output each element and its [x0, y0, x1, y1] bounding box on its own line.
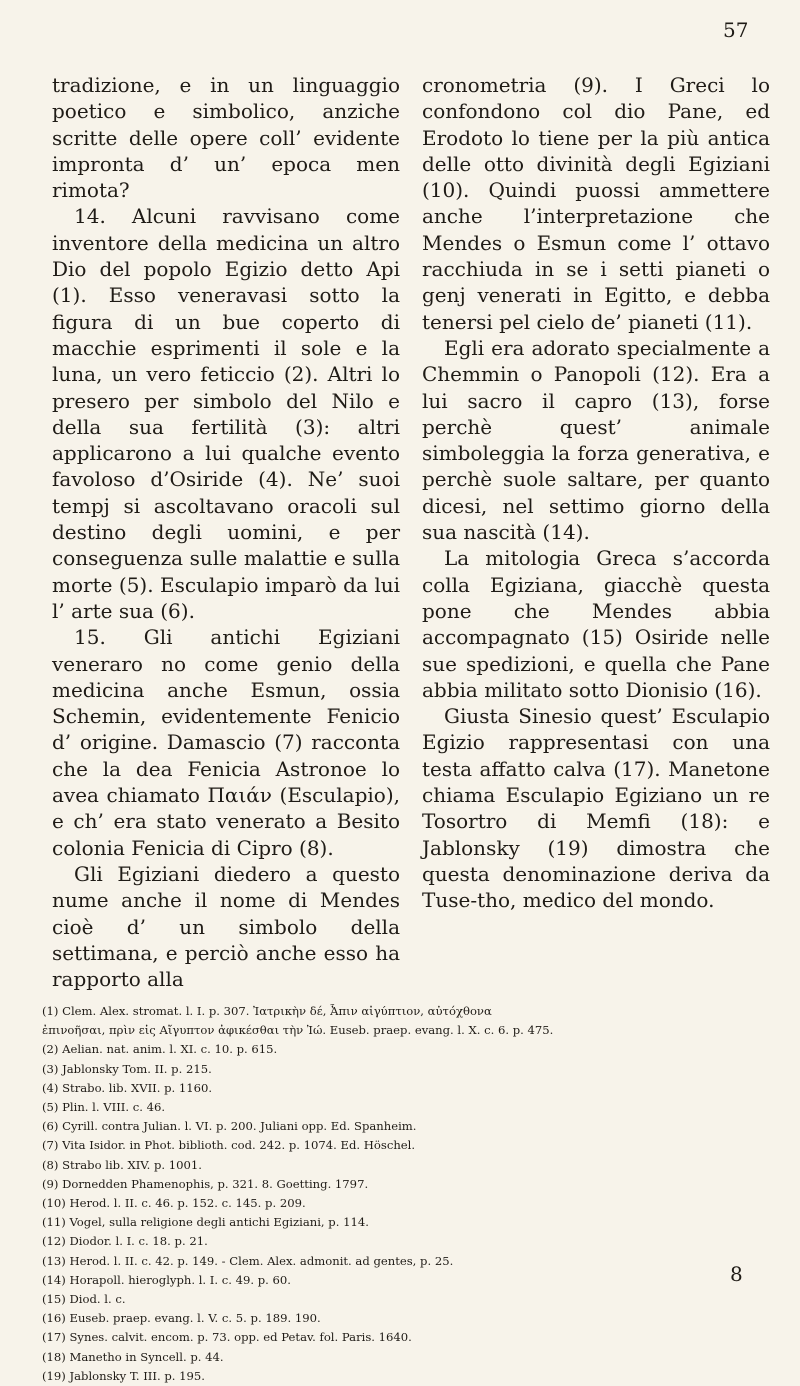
- paragraph: La mitologia Greca s’accorda colla Egiziana, giacchè questa pone che Mendes abbia accompagnato (15) Osiride nelle sue spedizioni, e quella che Pane abbia militato sotto Dionisio (16).: [422, 546, 770, 702]
- paragraph: tradizione, e in un linguaggio poetico e simbolico, anziche scritte delle opere coll’ evidente impronta d’ un’ epoca men rimota?: [52, 73, 400, 203]
- paragraph: cronometria (9). I Greci lo confondono col dio Pane, ed Erodoto lo tiene per la più antica delle otto divinità degli Egiziani (10). Quindi puossi ammettere anche l’interpretazione che Mendes o Esmun come l’ ottavo racchiuda in se i setti pianeti o genj venerati in Egitto, e debba tenersi pel cielo de’ pianeti (11).: [422, 73, 770, 334]
- footnote: (5) Plin. l. VIII. c. 46.: [42, 1100, 166, 1115]
- footnote: (11) Vogel, sulla religione degli antichi Egiziani, p. 114.: [42, 1215, 369, 1230]
- paragraph: 15. Gli antichi Egiziani veneraro no come genio della medicina anche Esmun, ossia Schemin, evidentemente Fenicio d’ origine. Damascio (7) racconta che la dea Fenicia Astronoe lo avea chiamato Παιάν (Esculapio), e ch’ era stato venerato a Besito colonia Fenicia di Cipro (8).: [52, 625, 400, 860]
- paragraph: Egli era adorato specialmente a Chemmin o Panopoli (12). Era a lui sacro il capro (13), forse perchè quest’ animale simboleggia la forza generativa, e perchè suole saltare, per quanto dicesi, nel settimo giorno della sua nascità (14).: [422, 335, 770, 545]
- footnote: (2) Aelian. nat. anim. l. XI. c. 10. p. 615.: [42, 1042, 278, 1057]
- paragraph: 14. Alcuni ravvisano come inventore della medicina un altro Dio del popolo Egizio detto Api (1). Esso veneravasi sotto la figura di un bue coperto di macchie esprimenti il sole e la luna, un vero feticcio (2). Altri lo presero per simbolo del Nilo e della sua fertilità (3): altri applicarono a lui qualche evento favoloso d’Osiride (4). Ne’ suoi tempj si ascoltavano oracoli sul destino degli uomini, e per conseguenza sulle malattie e sulla morte (5). Esculapio imparò da lui l’ arte sua (6).: [52, 204, 400, 623]
- footnote: (7) Vita Isidor. in Phot. biblioth. cod. 242. p. 1074. Ed. Höschel.: [42, 1138, 416, 1153]
- right-text-column: [422, 72, 770, 914]
- footnote: (12) Diodor. l. I. c. 18. p. 21.: [42, 1234, 208, 1249]
- signature-mark: 8: [730, 1262, 743, 1286]
- footnote: ἐπινοῆσαι, πρὶν εἰς Αἴγυπτον ἀφικέσθαι τὴν Ἰώ. Euseb. praep. evang. l. X. c. 6. p. 475.: [42, 1023, 554, 1038]
- footnote: (13) Herod. l. II. c. 42. p. 149. - Clem. Alex. admonit. ad gentes, p. 25.: [42, 1253, 454, 1268]
- footnote: (4) Strabo. lib. XVII. p. 1160.: [42, 1080, 213, 1095]
- footnote: (14) Horapoll. hieroglyph. l. I. c. 49. p. 60.: [42, 1272, 291, 1287]
- footnote: (16) Euseb. praep. evang. l. V. c. 5. p. 189. 190.: [42, 1311, 321, 1326]
- page-number: 57: [723, 18, 749, 42]
- footnote: (18) Manetho in Syncell. p. 44.: [42, 1349, 224, 1364]
- footnote: (17) Synes. calvit. encom. p. 73. opp. ed Petav. fol. Paris. 1640.: [42, 1330, 412, 1345]
- footnote: (10) Herod. l. II. c. 46. p. 152. c. 145. p. 209.: [42, 1196, 306, 1211]
- footnote: (1) Clem. Alex. stromat. l. I. p. 307. Ἰατρικὴν δέ, Ἆπιν αἰγύπτιον, αὐτόχθονα: [42, 1004, 492, 1018]
- footnote: (8) Strabo lib. XIV. p. 1001.: [42, 1157, 202, 1172]
- footnote: (3) Jablonsky Tom. II. p. 215.: [42, 1061, 212, 1076]
- footnote: (9) Dornedden Phamenophis, p. 321. 8. Goetting. 1797.: [42, 1176, 369, 1191]
- paragraph: Gli Egiziani diedero a questo nume anche il nome di Mendes cioè d’ un simbolo della settimana, e perciò anche esso ha rapporto alla: [52, 861, 400, 992]
- footnote: (6) Cyrill. contra Julian. l. VI. p. 200. Juliani opp. Ed. Spanheim.: [42, 1119, 417, 1134]
- left-text-column: [52, 72, 400, 992]
- footnote: (15) Diod. l. c.: [42, 1292, 126, 1307]
- footnotes: [42, 1002, 772, 1386]
- footnote: (19) Jablonsky T. III. p. 195.: [42, 1368, 205, 1383]
- paragraph: Giusta Sinesio quest’ Esculapio Egizio rappresentasi con una testa affatto calva (17). Manetone chiama Esculapio Egiziano un re Tosortro di Memfi (18): e Jablonsky (19) dimostra che questa denominazione deriva da Tuse-tho, medico del mondo.: [422, 704, 770, 913]
